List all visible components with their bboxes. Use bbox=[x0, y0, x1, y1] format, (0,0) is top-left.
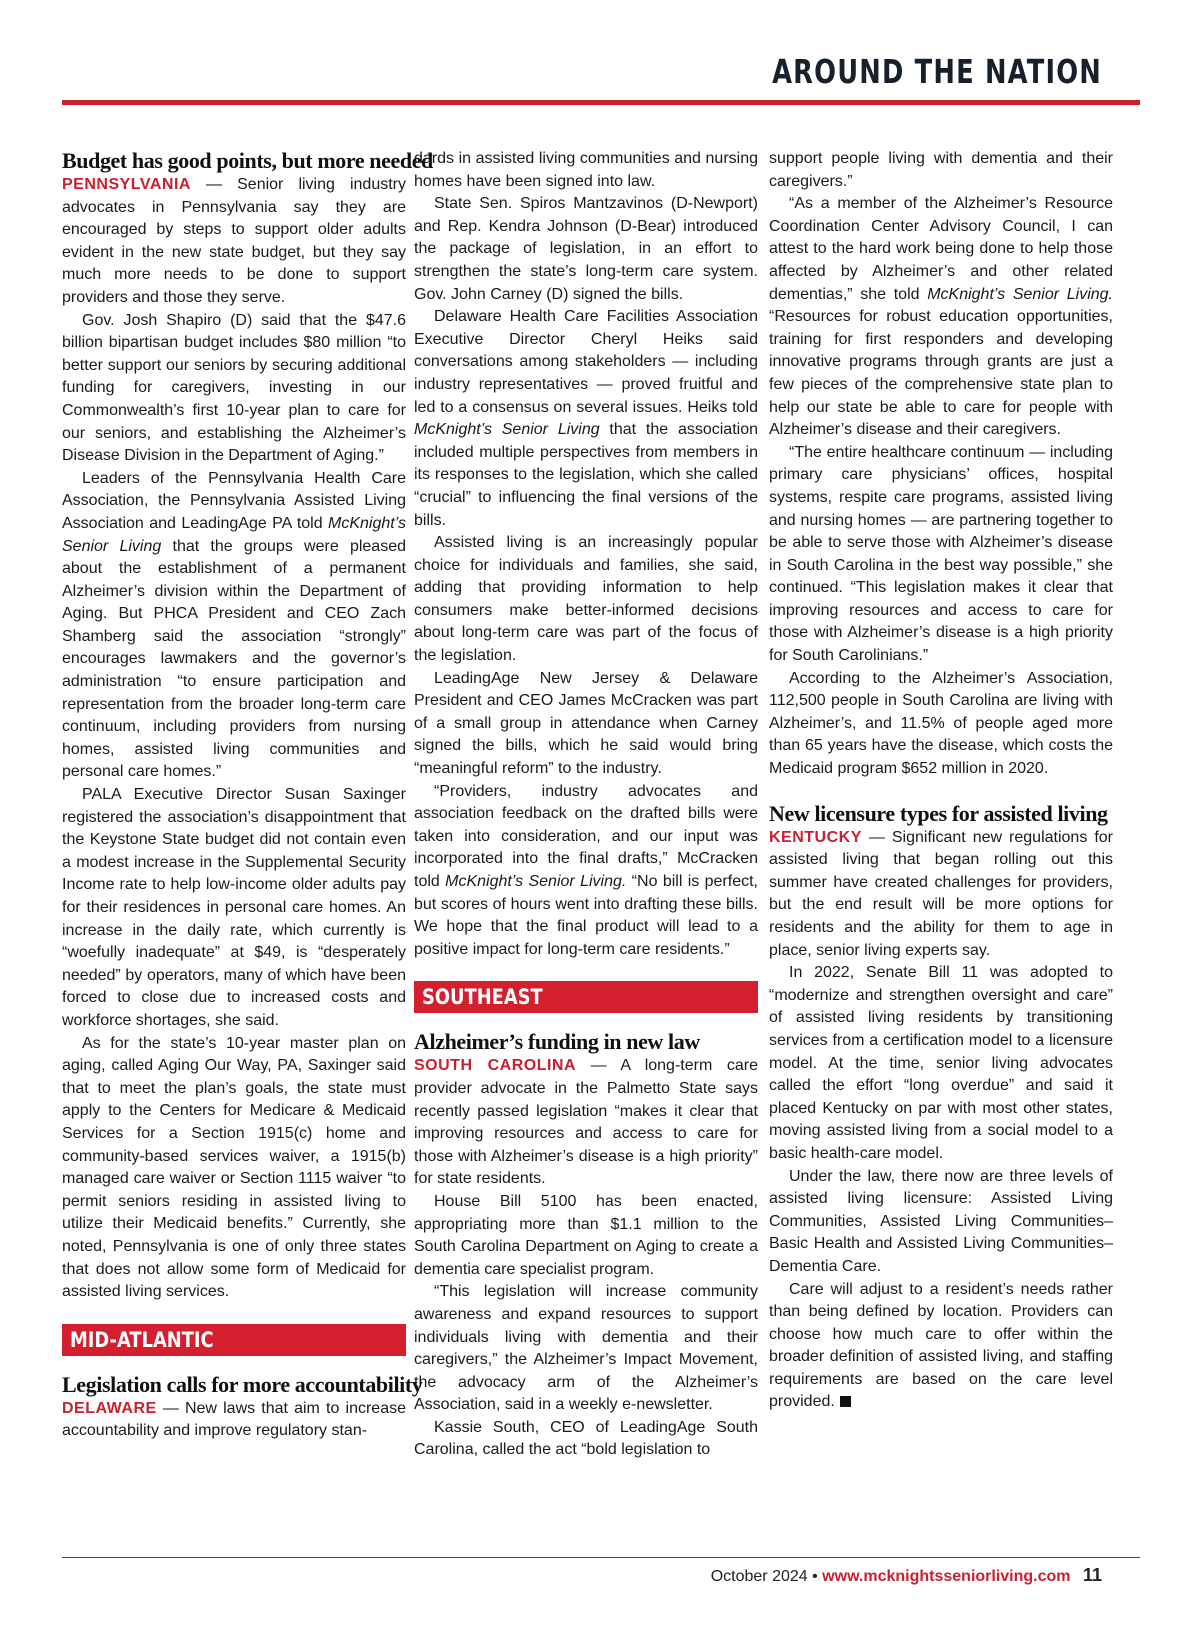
state-label-pennsylvania: PENNSYLVANIA bbox=[62, 176, 191, 193]
paragraph: Gov. Josh Shapiro (D) said that the $47.6 billion bipartisan budget includes $80 million “to better support our seniors by securing additional funding for caregivers, investing in our Commonwealth’s first 10-year plan to care for our seniors, and establishing the Alzheimer’s Disease Division in the Department of Aging.” bbox=[62, 311, 406, 465]
region-banner-southeast: SOUTHEAST bbox=[414, 981, 758, 1013]
paragraph: “The entire healthcare continuum — including primary care physicians’ offices, hospital systems, respite care programs, assisted living and nursing homes — are partnering together to be able to serve those with Alzheimer’s disease in South Carolina in the best way possible,” she continued. “This legislation makes it clear that improving resources and access to care for those with Alzheimer’s disease is a high priority for South Carolinians.” bbox=[769, 443, 1113, 665]
paragraph: LeadingAge New Jersey & Delaware President and CEO James McCracken was part of a small group in attendance when Carney signed the bills, which he said would bring “meaningful reform” to the industry. bbox=[414, 669, 758, 778]
paragraph: support people living with dementia and their caregivers.” bbox=[769, 150, 1113, 190]
footer-separator: • bbox=[812, 1568, 818, 1585]
state-label-delaware: DELAWARE bbox=[62, 1399, 157, 1417]
column-3 bbox=[769, 148, 1113, 1414]
paragraph: Under the law, there now are three levels of assisted living licensure: Assisted Living Communities, Assisted Living Communities–Basic Health and Assisted Living Communities–Dementia Care. bbox=[769, 1167, 1113, 1275]
publication-name: McKnight’s Senior Living. bbox=[445, 873, 627, 890]
paragraph: “Providers, industry advocates and association feedback on the drafted bills were taken into consideration, and our input was incorporated into the final drafts,” McCracken told McKnight’s Senior Living. “No bill is perfect, but scores of hours went into drafting these bills. We hope that the final product will lead to a positive impact for long-term care residents.” bbox=[414, 782, 758, 958]
paragraph: In 2022, Senate Bill 11 was adopted to “modernize and strengthen oversight and care” of assisted living residents by transitioning services from a certification model to a licensure model. At the time, senior living advocates called the effort “long overdue” and said it placed Kentucky on par with most other states, moving assisted living from a social model to a basic health-care model. bbox=[769, 964, 1113, 1162]
story-lead-delaware: DELAWARE — New laws that aim to increase accountability and improve regulatory stan- bbox=[62, 1399, 406, 1440]
paragraph: PALA Executive Director Susan Saxinger registered the association’s disappointment that the Keystone State budget did not contain even a modest increase in the Supplemental Security Income rate to help low-income older adults pay for their residences in personal care homes. An increase in the daily rate, which currently is “woefully inadequate” at $49, is “desperately needed” by operators, many of which have been forced to close due to increased costs and workforce shortages, she said. bbox=[62, 786, 406, 1029]
top-rule bbox=[62, 100, 1140, 105]
column-1 bbox=[62, 148, 433, 1443]
end-of-story-mark bbox=[840, 1396, 851, 1407]
paragraph: As for the state’s 10-year master plan on aging, called Aging Our Way, PA, Saxinger said that to meet the plan’s goals, the state must apply to the Centers for Medicare & Medicaid Services for a Section 1915(c) home and community-based services waiver, a 1915(b) managed care waiver or Section 1115 waiver “to permit seniors residing in assisted living to utilize their Medicaid benefits.” Currently, she noted, Pennsylvania is one of only three states that does not allow some form of Medicaid for assisted living services. bbox=[62, 1034, 406, 1301]
state-label-kentucky: KENTUCKY bbox=[769, 828, 862, 846]
region-banner-mid-atlantic: MID-ATLANTIC bbox=[62, 1324, 406, 1356]
paragraph: State Sen. Spiros Mantzavinos (D-Newport) and Rep. Kendra Johnson (D-Bear) introduced the package of legislation, in an effort to strengthen the state’s long-term care system. Gov. John Carney (D) signed the bills. bbox=[414, 195, 758, 303]
paragraph: Kassie South, CEO of LeadingAge South Carolina, called the act “bold legislation to bbox=[414, 1418, 758, 1459]
bottom-rule bbox=[62, 1557, 1140, 1558]
website-link[interactable]: www.mcknightsseniorliving.com bbox=[822, 1568, 1071, 1585]
story-lead-south-carolina: SOUTH CAROLINA — A long-term care provider advocate in the Palmetto State says recently passed legislation “makes it clear that improving resources and access to care for those with Alzheimer’s disease is a high priority” for state residents. bbox=[414, 1057, 758, 1188]
story-headline-kentucky: New licensure types for assisted living bbox=[769, 800, 1108, 826]
story-headline-delaware: Legislation calls for more accountability bbox=[62, 1371, 423, 1397]
paragraph: Delaware Health Care Facilities Association Executive Director Cheryl Heiks said conversations among stakeholders — including industry representatives — proved fruitful and led to a consensus on several issues. Heiks told McKnight’s Senior Living that the association included multiple perspectives from members in its responses to the legislation, which she called “crucial” to influencing the final versions of the bills. bbox=[414, 308, 759, 529]
column-2 bbox=[414, 148, 758, 1462]
issue-date: October 2024 bbox=[710, 1568, 808, 1585]
story-lead-kentucky: KENTUCKY — Significant new regulations for assisted living that began rolling out this summer have created challenges for providers, but the end result will be more options for residents and the ability for them to age in place, senior living experts say. bbox=[769, 828, 1113, 959]
paragraph: dards in assisted living communities and nursing homes have been signed into law. bbox=[414, 150, 758, 190]
paragraph: “This legislation will increase community awareness and expand resources to support individuals living with dementia and their caregivers,” the Alzheimer’s Impact Movement, the advocacy arm of the Alzheimer’s Association, said in a weekly e-newsletter. bbox=[414, 1283, 758, 1414]
paragraph: House Bill 5100 has been enacted, appropriating more than $1.1 million to the South Carolina Department on Aging to create a dementia care specialist program. bbox=[414, 1192, 758, 1278]
publication-name: McKnight’s Senior Living. bbox=[927, 285, 1113, 303]
state-label-south-carolina: SOUTH CAROLINA bbox=[414, 1057, 577, 1075]
paragraph: According to the Alzheimer’s Association, 112,500 people in South Carolina are living with Alzheimer’s, and 11.5% of people aged more than 65 years have the disease, which costs the Medicaid program $652 million in 2020. bbox=[769, 669, 1113, 778]
publication-name: McKnight’s Senior Living bbox=[62, 514, 406, 555]
story-headline-pennsylvania: Budget has good points, but more needed bbox=[62, 148, 433, 173]
footer bbox=[711, 1565, 1102, 1586]
publication-name: McKnight’s Senior Living bbox=[414, 421, 600, 439]
paragraph: Care will adjust to a resident’s needs rather than being defined by location. Providers can choose how much care to offer within the broader definition of assisted living, and staffing requirements are based on the care level provided. bbox=[769, 1280, 1113, 1411]
section-heading: AROUND THE NATION bbox=[772, 52, 1102, 91]
paragraph: Leaders of the Pennsylvania Health Care Association, the Pennsylvania Assisted Living Association and LeadingAge PA told McKnight’s Senior Living that the groups were pleased about the establishment of a permanent Alzheimer’s division within the Department of Aging. But PHCA President and CEO Zach Shamberg said the association “strongly” encourages lawmakers and the governor’s administration “to ensure participation and representation from the broader long-term care continuum, including providers from nursing homes, assisted living communities and personal care homes.” bbox=[62, 469, 406, 781]
paragraph: “As a member of the Alzheimer’s Resource Coordination Center Advisory Council, I can attest to the hard work being done to help those affected by Alzheimer’s and other related dementias,” she told McKnight’s Senior Living. “Resources for robust education opportunities, training for first responders and developing innovative programs through grants are just a few pieces of the comprehensive state plan to help our state be able to care for people with Alzheimer’s disease and their caregivers. bbox=[769, 195, 1113, 439]
paragraph: Assisted living is an increasingly popular choice for individuals and families, she said, adding that providing information to help consumers make better-informed decisions about long-term care was part of the focus of the legislation. bbox=[414, 534, 758, 665]
story-lead-pennsylvania: PENNSYLVANIA — Senior living industry advocates in Pennsylvania say they are encouraged by steps to support older adults evident in the new state budget, but they say much more needs to be done to support providers and those they serve. bbox=[62, 176, 406, 306]
page-number: 11 bbox=[1082, 1565, 1102, 1585]
story-headline-south-carolina: Alzheimer’s funding in new law bbox=[414, 1029, 700, 1055]
